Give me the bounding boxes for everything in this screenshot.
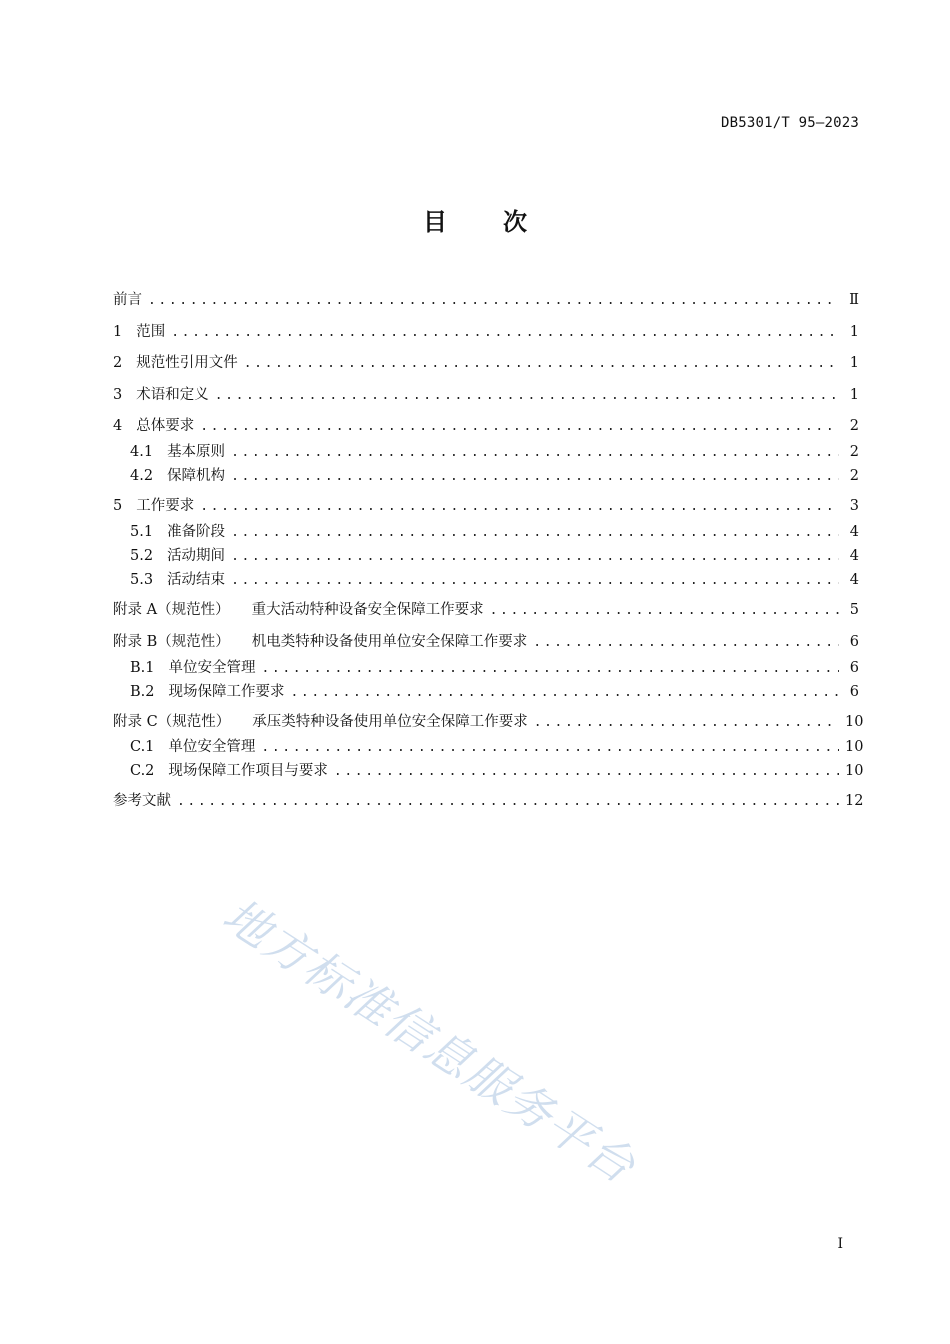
toc-label: 规范性引用文件 [136,355,238,371]
toc-page: 6 [849,660,859,676]
toc-page: 10 [845,763,864,779]
toc-page: 12 [845,793,864,809]
toc-label: 前言 [113,292,142,308]
toc-label: 现场保障工作要求 [168,684,285,700]
dot-leader [231,466,839,488]
dot-leader [261,737,839,759]
dot-leader [231,522,839,544]
toc-number: 4.1 [130,444,154,460]
title-char-2: 次 [503,208,527,236]
toc-number: B.2 [130,684,155,700]
page-number: I [837,1236,843,1252]
toc-label: 保障机构 [167,468,226,484]
toc-entry-b-1[interactable] [130,657,859,679]
toc-label: 基本原则 [167,444,226,460]
toc-entry-3[interactable] [113,384,859,406]
toc-page: 10 [845,739,864,755]
dot-leader [262,658,840,680]
toc-page: 2 [849,418,859,434]
toc-page: 5 [849,602,859,618]
toc-page: 6 [849,684,859,700]
toc-page: 2 [849,468,859,484]
toc-entry-c-1[interactable] [130,736,864,758]
toc-label: 单位安全管理 [168,660,256,676]
toc-label: 参考文献 [113,793,171,809]
toc-entry-4-1[interactable] [130,441,859,463]
toc-label: 单位安全管理 [168,739,256,755]
toc-page: 2 [849,444,859,460]
toc-number: C.1 [130,739,155,755]
toc-number: C.2 [130,763,155,779]
toc-label: 工作要求 [136,498,195,514]
toc-entry-foreword[interactable] [113,289,859,311]
toc-number: 附录 B（规范性） [113,634,230,650]
dot-leader [171,322,839,344]
toc-entry-b-2[interactable] [130,681,859,703]
toc-number: 4.2 [130,468,154,484]
dot-leader [148,290,839,312]
toc-entry-5[interactable] [113,495,859,517]
dot-leader [490,600,839,622]
dot-leader [231,570,839,592]
toc-page: Ⅱ [849,292,859,308]
toc-page: 1 [849,355,859,371]
toc-entry-c-2[interactable] [130,760,864,782]
toc-entry-2[interactable] [113,352,859,374]
toc-number: 1 [113,324,123,340]
toc-entry-4-2[interactable] [130,465,859,487]
toc-entry-appendix-c[interactable] [113,711,864,733]
toc-entry-5-3[interactable] [130,569,859,591]
toc-entry-4[interactable] [113,415,859,437]
dot-leader [244,353,839,375]
dot-leader [215,385,839,407]
document-code: DB5301/T 95—2023 [720,115,859,131]
toc-page: 4 [849,524,859,540]
toc-label: 活动结束 [167,572,226,588]
toc-label: 总体要求 [136,418,195,434]
dot-leader [231,546,839,568]
toc-label: 重大活动特种设备安全保障工作要求 [251,602,484,618]
toc-entry-5-1[interactable] [130,521,859,543]
toc-label: 准备阶段 [167,524,226,540]
toc-label: 范围 [136,324,166,340]
dot-leader [177,791,839,813]
dot-leader [200,416,839,438]
title-char-1: 目 [423,208,447,236]
toc-page: 10 [845,714,864,730]
dot-leader [533,632,839,654]
toc-number: 5.2 [130,548,154,564]
toc-page: 3 [849,498,859,514]
dot-leader [200,496,839,518]
watermark: 地方标准信息服务平台 [213,887,646,1195]
toc-entry-5-2[interactable] [130,545,859,567]
toc-label: 承压类特种设备使用单位安全保障工作要求 [252,714,528,730]
page-title [0,202,950,237]
toc-number: 附录 C（规范性） [113,714,231,730]
toc-page: 1 [849,387,859,403]
dot-leader [291,682,840,704]
toc-entry-appendix-b[interactable] [113,631,859,653]
toc-entry-appendix-a[interactable] [113,599,859,621]
toc-label: 现场保障工作项目与要求 [168,763,328,779]
toc-number: 附录 A（规范性） [113,602,230,618]
toc-number: 5.1 [130,524,154,540]
toc-number: 5 [113,498,123,514]
toc-number: 2 [113,355,123,371]
toc-page: 4 [849,548,859,564]
dot-leader [534,712,839,734]
toc-page: 4 [849,572,859,588]
toc-number: 3 [113,387,123,403]
toc-label: 机电类特种设备使用单位安全保障工作要求 [251,634,528,650]
toc-number: 4 [113,418,123,434]
toc-label: 术语和定义 [136,387,209,403]
dot-leader [231,442,839,464]
toc-entry-1[interactable] [113,321,859,343]
toc-label: 活动期间 [167,548,226,564]
toc-entry-references[interactable] [113,790,864,812]
toc-page: 6 [849,634,859,650]
toc-page: 1 [849,324,859,340]
toc-number: 5.3 [130,572,154,588]
toc-number: B.1 [130,660,155,676]
dot-leader [334,761,839,783]
